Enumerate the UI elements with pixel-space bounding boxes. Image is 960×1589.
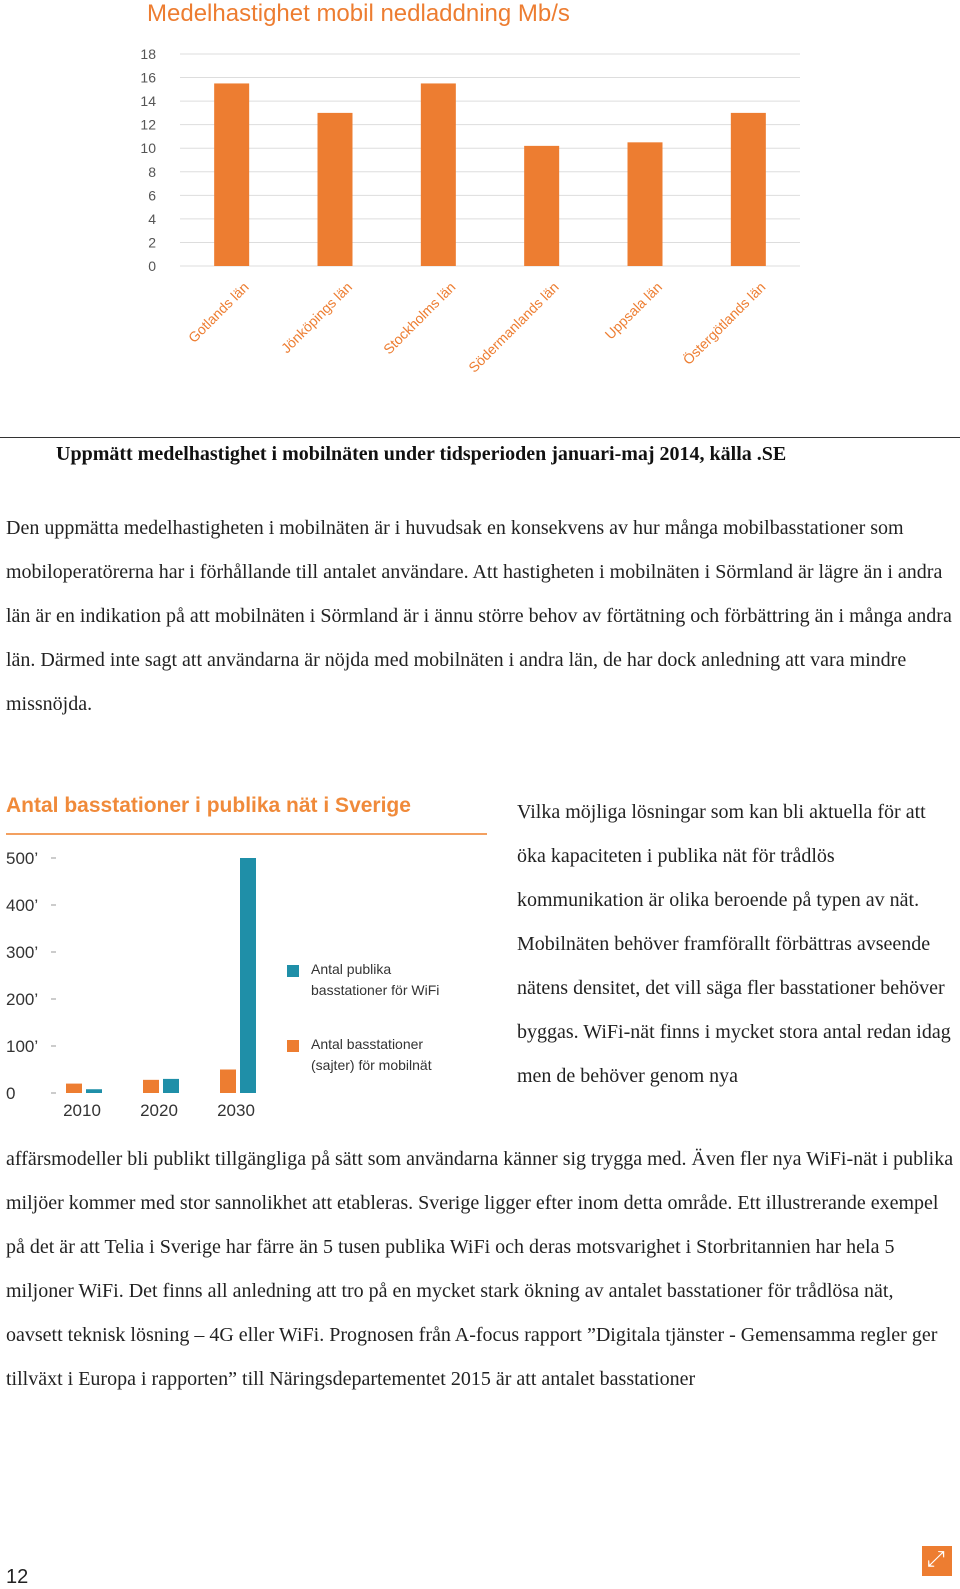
x-tick-label: Stockholms län (380, 278, 459, 358)
bar (66, 1084, 82, 1093)
y-tick-label: 100’ (6, 1037, 39, 1056)
bar (86, 1089, 102, 1093)
title-rule (6, 833, 487, 835)
bar (524, 146, 559, 266)
legend-label: (sajter) för mobilnät (311, 1057, 432, 1073)
x-tick-label: 2020 (140, 1101, 178, 1120)
x-tick-label: Uppsala län (601, 278, 666, 343)
x-tick-label: Östergötlands län (679, 278, 769, 368)
y-tick-label: 18 (140, 46, 156, 62)
legend-label: Antal basstationer (311, 1036, 424, 1052)
y-tick-label: 2 (148, 234, 156, 251)
legend-swatch (287, 1040, 299, 1052)
bar (214, 83, 249, 266)
y-tick-label: 14 (140, 93, 156, 110)
bar (421, 83, 456, 266)
body-paragraph: affärsmodeller bli publikt tillgängliga på sätt som användarna känner sig trygga med. Även fler nya WiFi-nät i publika miljöer kommer med stor sannolikhet att etableras. Sverige ligger efter inom detta område. Ett illustrerande exempel på det är att Telia i Sverige har färre än 5 tusen publika WiFi och deras motsvarighet i Storbritannien har hela 5 miljoner WiFi. Det finns all anledning att tro på en mycket stark ökning av antalet basstationer för trådlösa nät, oavsett teknisk lösning – 4G eller WiFi. Prognosen från A-focus rapport ”Digitala tjänster - Gemensamma regler ger tillväxt i Europa i rapporten” till Näringsdepartementet 2015 är att antalet basstationer (6, 1148, 954, 1390)
y-tick-label: 0 (148, 258, 156, 274)
side-paragraph: Vilka möjliga lösningar som kan bli aktuella för att öka kapaciteten i publika nät för trådlös kommunikation är olika beroende på typen av nät. Mobilnäten behöver framförallt förbättras avseende nätens densitet, det vill säga fler basstationer behöver byggas. WiFi-nät finns i mycket stora antal redan idag men de behöver genom nya (517, 801, 951, 1087)
speed-bar-chart (0, 0, 960, 430)
bar (318, 113, 353, 266)
bar (163, 1079, 179, 1093)
legend-swatch (287, 965, 299, 977)
y-tick-label: 0 (6, 1084, 16, 1103)
bar (628, 142, 663, 266)
y-tick-label: 4 (148, 210, 156, 227)
x-tick-label: Jönköpings län (277, 278, 356, 357)
divider (0, 437, 960, 438)
y-tick-label: 12 (140, 116, 156, 133)
y-tick-label: 6 (148, 187, 156, 204)
y-tick-label: 300’ (6, 943, 39, 962)
y-tick-label: 400’ (6, 896, 39, 915)
bar (220, 1070, 236, 1094)
y-tick-label: 16 (140, 69, 156, 86)
legend-label: Antal publika (311, 961, 392, 977)
y-tick-label: 500’ (6, 849, 39, 868)
chart-title: Medelhastighet mobil nedladdning Mb/s (147, 0, 570, 27)
logo-icon: ⤢ (922, 1546, 952, 1576)
bar (240, 858, 256, 1093)
x-tick-label: Gotlands län (184, 278, 252, 346)
bar (143, 1080, 159, 1093)
bar (731, 113, 766, 266)
x-tick-label: 2030 (217, 1101, 255, 1120)
x-tick-label: 2010 (63, 1101, 101, 1120)
chart-title: Antal basstationer i publika nät i Sverige (6, 794, 411, 817)
figure-caption: Uppmätt medelhastighet i mobilnäten under tidsperioden januari-maj 2014, källa .SE (56, 443, 787, 465)
x-tick-label: Södermanlands län (465, 278, 562, 376)
page-number: 12 (6, 1566, 29, 1588)
y-tick-label: 8 (148, 163, 156, 180)
body-paragraph: Den uppmätta medelhastigheten i mobilnäten är i huvudsak en konsekvens av hur många mobilbasstationer som mobiloperatörerna har i förhållande till antalet användare. Att hastigheten i mobilnäten i Sörmland är lägre än i andra län är en indikation på att mobilnäten i Sörmland är i ännu större behov av förtätning och förbättring än i många andra län. Därmed inte sagt att användarna är nöjda med mobilnäten i andra län, de har dock anledning att vara mindre missnöjda. (6, 517, 952, 715)
y-tick-label: 200’ (6, 990, 39, 1009)
legend-label: basstationer för WiFi (311, 982, 440, 998)
y-tick-label: 10 (140, 140, 156, 157)
